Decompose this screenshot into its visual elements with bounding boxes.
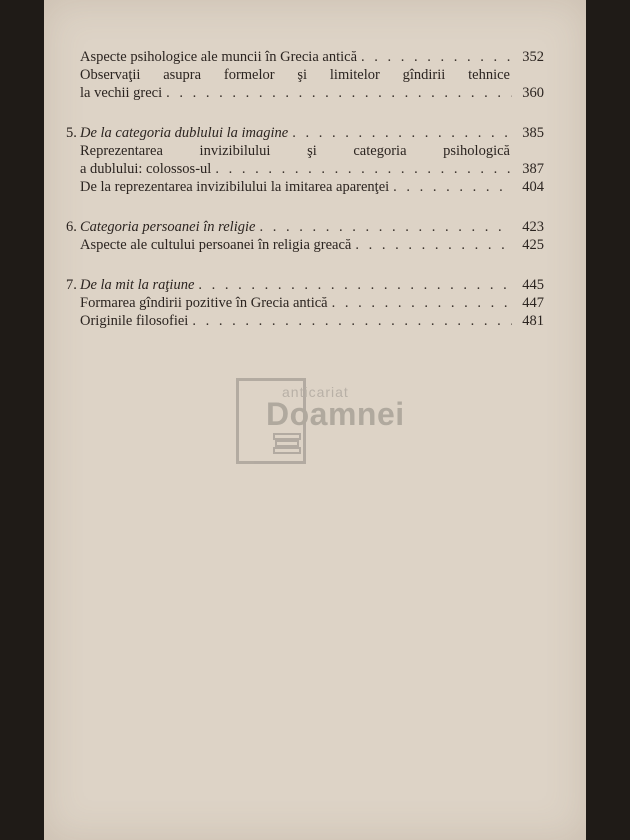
watermark-logo [236,378,436,462]
leader-dots [198,276,512,294]
toc-entry-title: Originile filosofiei [80,313,189,329]
leader-dots [355,236,512,254]
toc-entry-title-line1: Reprezentarea invizibilului şi categoria psihologică [80,143,510,159]
toc-entry [66,312,544,330]
leader-dots [215,160,512,178]
table-of-contents [66,48,544,330]
toc-entry [66,294,544,312]
chapter-title: De la mit la raţiune [80,277,195,293]
leader-dots [361,48,512,66]
leader-dots [393,178,512,196]
toc-entry-title-line1: Observaţii asupra formelor şi limitelor gîndirii tehnice [80,67,510,83]
toc-entry [66,84,544,102]
chapter-page: 423 [522,219,544,235]
toc-entry-title-line2: a dublului: colossos-ul [80,161,212,177]
toc-entry [66,48,544,66]
leader-dots [192,312,512,330]
chapter-page: 445 [522,277,544,293]
books-icon [272,430,302,454]
toc-chapter-7 [66,276,544,294]
toc-entry-title-line2: la vechii greci [80,85,163,101]
watermark-small-text: anticariat [282,384,349,400]
toc-entry-title: Aspecte psihologice ale muncii în Grecia antică [80,49,358,65]
chapter-title: Categoria persoanei în religie [80,219,256,235]
chapter-page: 385 [522,125,544,141]
toc-chapter-5 [66,124,544,142]
toc-entry-title: Formarea gîndirii pozitive în Grecia antică [80,295,328,311]
toc-entry-page: 425 [522,237,544,253]
toc-entry-page: 360 [522,85,544,101]
toc-entry-page: 481 [522,313,544,329]
leader-dots [332,294,512,312]
toc-entry-page: 447 [522,295,544,311]
toc-entry [66,236,544,254]
chapter-number: 5. [66,125,77,141]
toc-entry-title: Aspecte ale cultului persoanei în religia greacă [80,237,352,253]
toc-entry-page: 387 [522,161,544,177]
toc-entry [66,178,544,196]
toc-entry [66,160,544,178]
toc-chapter-6 [66,218,544,236]
toc-entry-page: 404 [522,179,544,195]
leader-dots [259,218,512,236]
chapter-number: 7. [66,277,77,293]
toc-entry-page: 352 [522,49,544,65]
leader-dots [292,124,512,142]
chapter-number: 6. [66,219,77,235]
chapter-title: De la categoria dublului la imagine [80,125,289,141]
watermark-big-text: Doamnei [266,396,405,432]
leader-dots [166,84,512,102]
toc-entry-title: De la reprezentarea invizibilului la imitarea aparenţei [80,179,390,195]
